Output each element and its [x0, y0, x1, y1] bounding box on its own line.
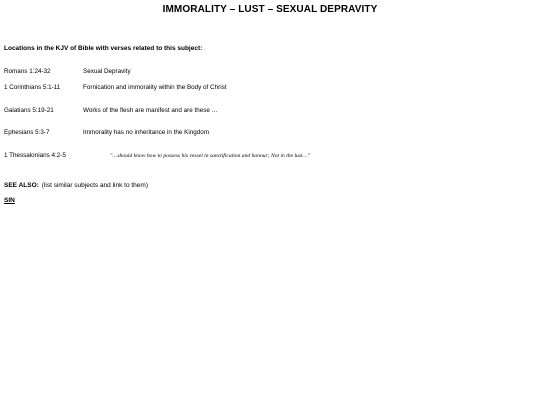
page-title: IMMORALITY – LUST – SEXUAL DEPRAVITY [162, 4, 378, 15]
see-also-line [4, 182, 148, 189]
verse-description: Sexual Depravity [83, 68, 131, 75]
verse-description: Fornication and immorality within the Body of Christ [83, 84, 227, 91]
sin-link[interactable]: SIN [4, 197, 15, 204]
intro-heading: Locations in the KJV of Bible with verses related to this subject: [4, 45, 203, 52]
verse-reference: Ephesians 5:3-7 [4, 129, 50, 136]
verse-description: Immorality has no inheritance in the Kingdom [83, 129, 210, 136]
verse-reference: 1 Corinthians 5:1-11 [4, 84, 61, 91]
verse-description: Works of the flesh are manifest and are these … [83, 107, 218, 114]
verse-quote: "…should know how to possess his vessel in sanctification and honour; Not in the lust…" [110, 152, 310, 159]
verse-reference: Romans 1:24-32 [4, 68, 51, 75]
verse-reference: 1 Thessalonians 4:2-5 [4, 152, 66, 159]
verse-reference: Galatians 5:19-21 [4, 107, 54, 114]
see-also-note: (list similar subjects and link to them) [41, 182, 148, 189]
see-also-label: SEE ALSO: [4, 182, 39, 189]
